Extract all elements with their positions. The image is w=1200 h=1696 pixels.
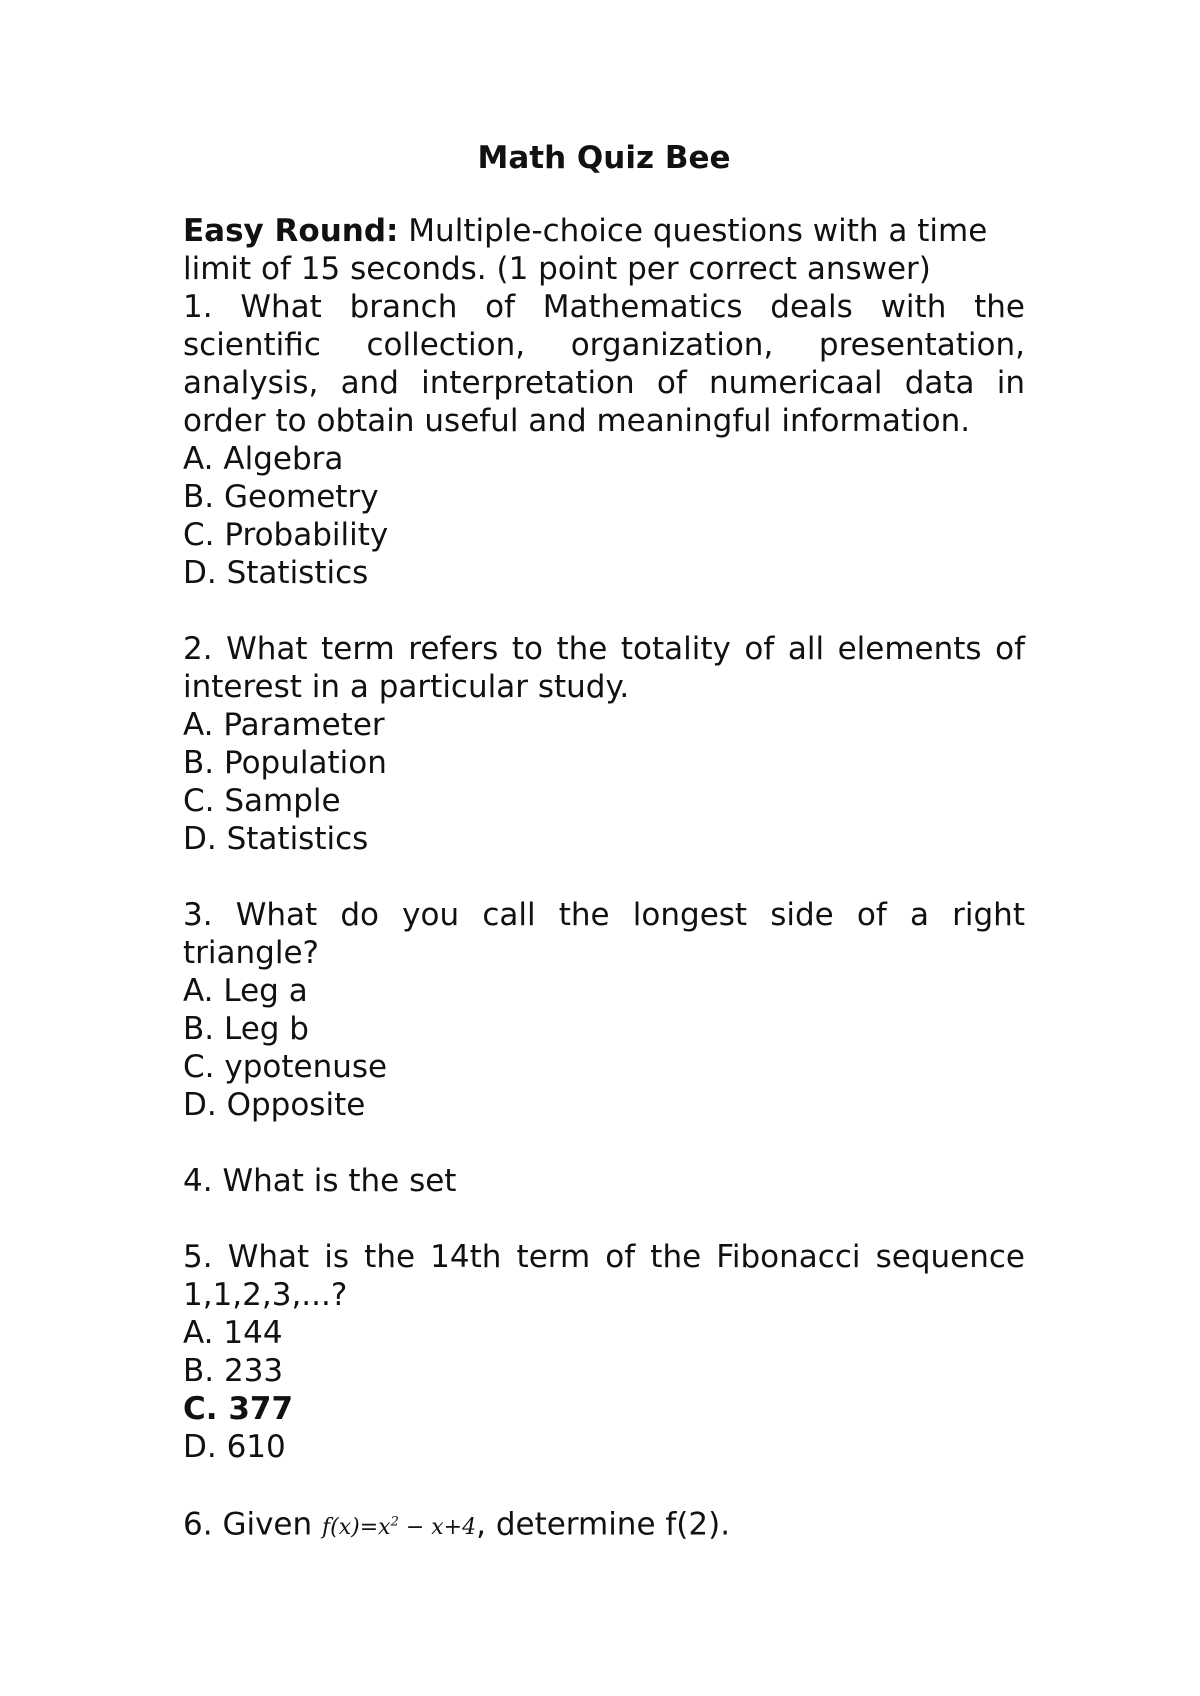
option-c: C. Sample <box>183 783 341 819</box>
option-a: A. 144 <box>183 1315 283 1351</box>
option-a: A. Algebra <box>183 441 344 477</box>
question-text: What term refers to the totality of all elements of interest in a particular study. <box>183 631 1025 705</box>
question-text: What is the 14th term of the Fibonacci sequence 1,1,2,3,...? <box>183 1239 1025 1313</box>
option-list <box>183 972 1025 1124</box>
question-number: 1. <box>183 289 213 325</box>
question-text-after: , determine f(2). <box>476 1506 731 1543</box>
option-list <box>183 706 1025 858</box>
question-number: 3. <box>183 897 213 933</box>
question-text: What do you call the longest side of a right triangle? <box>183 897 1025 971</box>
question-number: 2. <box>183 631 213 667</box>
round-label: Easy Round: <box>183 213 399 249</box>
option-d: D. Opposite <box>183 1087 366 1123</box>
question-number: 6. <box>183 1506 213 1543</box>
question-6 <box>183 1504 1025 1547</box>
option-list <box>183 440 1025 592</box>
quiz-document <box>183 138 1025 1547</box>
option-b: B. Leg b <box>183 1011 309 1047</box>
option-b: B. Population <box>183 745 387 781</box>
function-formula: $f(x)=x^2 - x+4$ <box>322 1515 477 1541</box>
question-number: 4. <box>183 1163 213 1199</box>
question-4 <box>183 1162 1025 1200</box>
question-2 <box>183 630 1025 858</box>
option-c-bold: C. 377 <box>183 1391 294 1427</box>
question-text-before: Given <box>222 1506 322 1543</box>
question-text: What is the set <box>222 1163 457 1199</box>
formula-exponent: 2 <box>390 1515 399 1530</box>
question-5 <box>183 1238 1025 1466</box>
option-d: D. Statistics <box>183 821 369 857</box>
round-description: Multiple-choice questions with a time limit of 15 seconds. (1 point per correct answer) <box>183 213 988 287</box>
option-b: B. 233 <box>183 1353 284 1389</box>
question-3 <box>183 896 1025 1124</box>
question-text: What branch of Mathematics deals with the scientific collection, organization, presentation, analysis, and interpretation of numericaal data in order to obtain useful and meaningful information. <box>183 289 1025 439</box>
question-1 <box>183 288 1025 592</box>
option-b: B. Geometry <box>183 479 379 515</box>
round-intro <box>183 212 1025 288</box>
option-list <box>183 1314 1025 1466</box>
document-title: Math Quiz Bee <box>477 140 731 176</box>
option-a: A. Leg a <box>183 973 308 1009</box>
option-c: C. ypotenuse <box>183 1049 388 1085</box>
option-d: D. Statistics <box>183 555 369 591</box>
option-c: C. Probability <box>183 517 389 553</box>
question-number: 5. <box>183 1239 213 1275</box>
option-a: A. Parameter <box>183 707 385 743</box>
option-d: D. 610 <box>183 1429 286 1465</box>
